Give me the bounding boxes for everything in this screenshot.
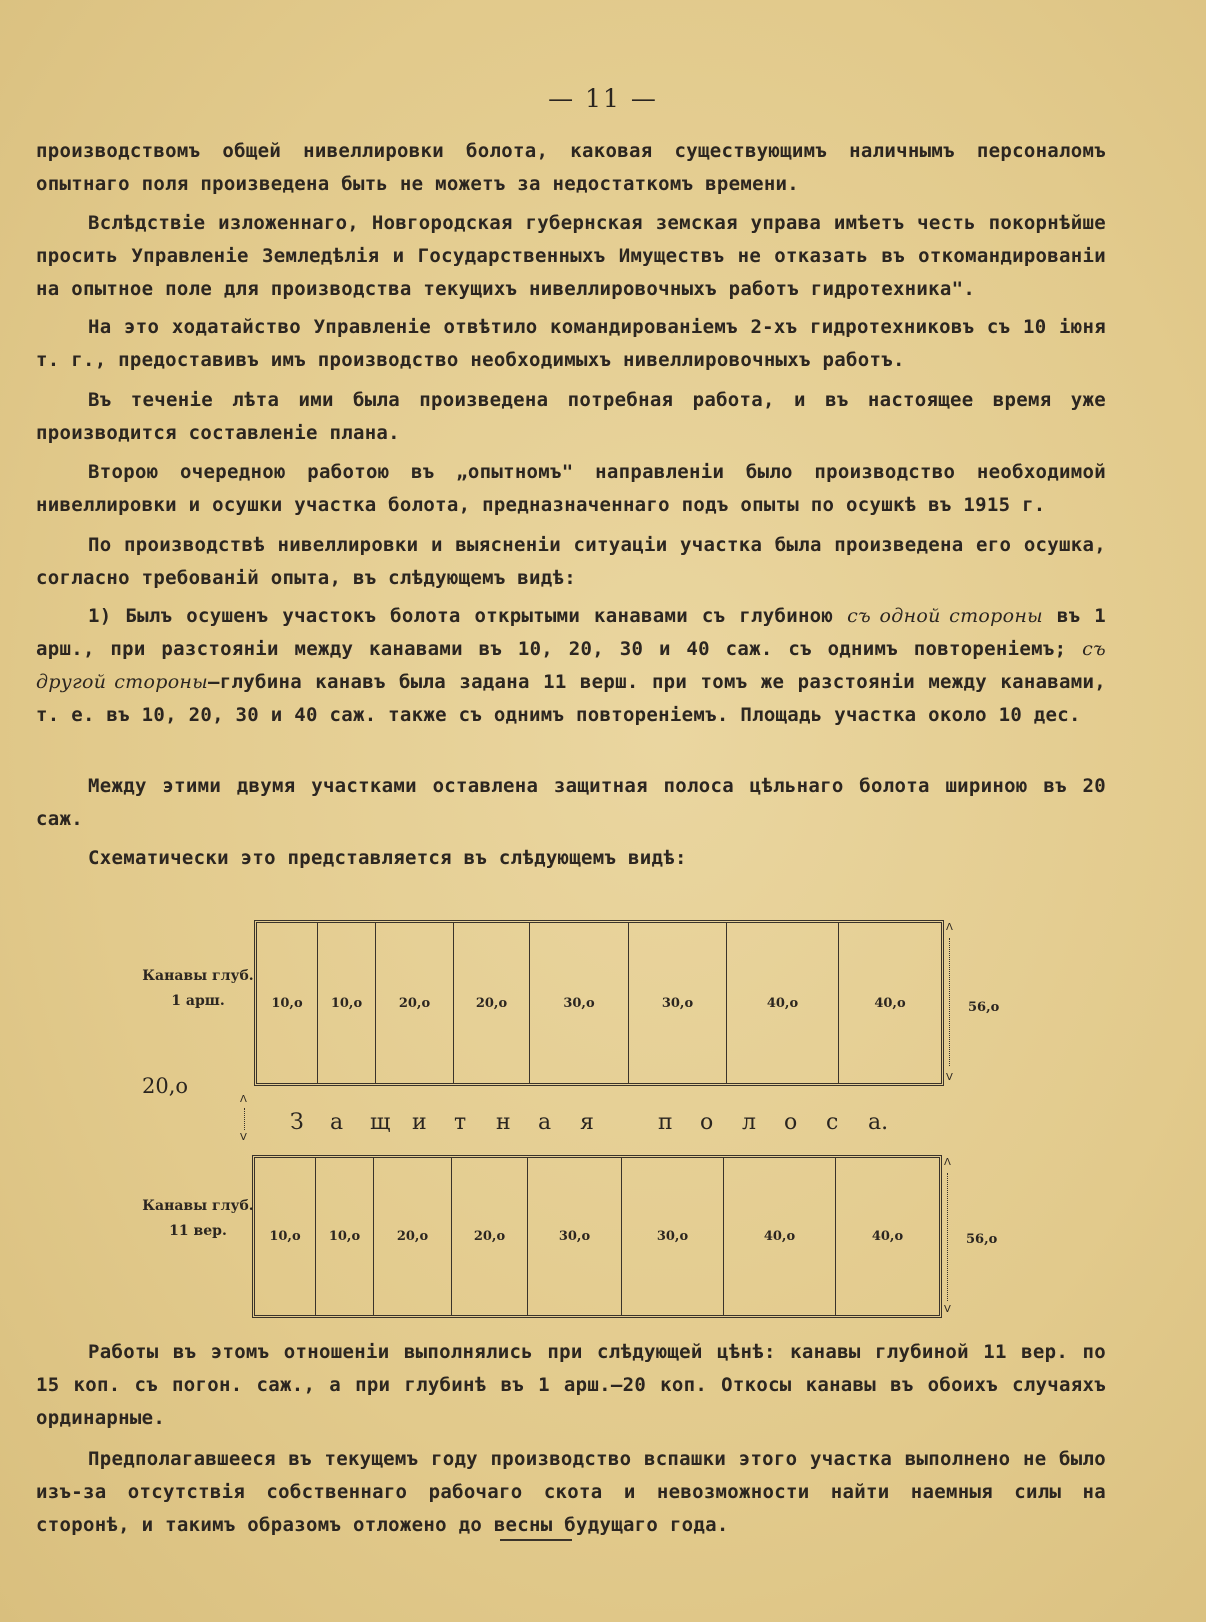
paragraph-2: Вслѣдствіе изложеннаго, Новгородская губернская земская управа имѣетъ честь покорнѣйше просить Управленіе Земледѣлія и Государственныхъ Имуществъ не отказать въ откомандированіи на опытное поле для производства текущихъ нивеллировочныхъ работъ гидротехника". [36, 212, 1106, 300]
zone-letter: н [496, 1110, 511, 1135]
upper-cell: 40,о [874, 995, 906, 1011]
zone-letter: и [412, 1110, 427, 1135]
upper-ditch-label-line2: 1 арш. [171, 993, 225, 1009]
lower-arrow-down: V [944, 1304, 951, 1315]
paragraph-5: Второю очередною работою въ „опытномъ" направленіи было производство необходимой нивеллировки и осушки участка болота, предназначеннаго подъ опыты по осушкѣ въ 1915 г. [36, 461, 1106, 516]
upper-arrow-down: V [946, 1072, 953, 1083]
upper-cell: 10,о [257, 923, 318, 1083]
upper-arrow-up: Λ [946, 922, 953, 933]
zone-letter: л [742, 1110, 756, 1135]
lower-ditch-label [138, 1196, 258, 1246]
zone-letter: а [538, 1110, 552, 1135]
paragraph-7 [36, 600, 1106, 732]
paragraph-4: Въ теченіе лѣта ими была произведена потребная работа, и въ настоящее время уже производится составленіе плана. [36, 389, 1106, 444]
zone-width: 20,о [142, 1074, 189, 1098]
lower-cell: 30,о [622, 1158, 724, 1315]
zone-dimension-line [244, 1108, 246, 1130]
lower-cell: 10,о [255, 1158, 316, 1315]
page-number: — 11 — [548, 84, 658, 113]
zone-letter: щ [370, 1110, 391, 1135]
lower-side-value: 56,о [966, 1232, 998, 1247]
lower-cell: 40,о [724, 1158, 836, 1315]
paragraph-7-italic-a: съ одной стороны [847, 605, 1043, 627]
zone-arrow-up: Λ [240, 1094, 247, 1105]
protective-zone-label [290, 1110, 908, 1135]
zone-arrow-down: V [240, 1132, 247, 1143]
upper-cell: 40,о [727, 923, 839, 1083]
paragraph-10: Работы въ этомъ отношеніи выполнялись при слѣдующей цѣнѣ: канавы глубиной 11 вер. по 15 коп. съ погон. саж., а при глубинѣ въ 1 арш.—20 коп. Откосы канавы въ обоихъ случаяхъ ординарные. [36, 1341, 1106, 1429]
zone-letter: о [700, 1110, 714, 1135]
upper-cell: 10,о [318, 923, 376, 1083]
paragraph-7-part-c: въ 1 арш., при разстояніи между канавами въ 10, 20, 30 и 40 саж. съ однимъ повтореніемъ; [36, 605, 1107, 660]
upper-ditch-label-line1: Канавы глуб. [142, 968, 254, 984]
zone-letter: я [580, 1110, 594, 1135]
lower-ditch-label-line2: 11 вер. [169, 1223, 227, 1239]
zone-letter: п [658, 1110, 673, 1135]
lower-cell: 30,о [528, 1158, 622, 1315]
upper-dimension-line [949, 938, 951, 1066]
upper-ditch-grid [254, 920, 944, 1086]
lower-dimension-line [947, 1173, 949, 1301]
paragraph-9: Схематически это представляется въ слѣдующемъ видѣ: [88, 847, 687, 869]
paragraph-7-part-a: 1) Былъ осушенъ участокъ болота открытыми канавами съ глубиною [88, 605, 848, 627]
paragraph-8: Между этими двумя участками оставлена защитная полоса цѣльнаго болота шириною въ 20 саж. [36, 775, 1106, 830]
paragraph-6: По производствѣ нивеллировки и выясненіи ситуаціи участка была произведена его осушка, согласно требованій опыта, въ слѣдующемъ видѣ: [36, 534, 1106, 589]
lower-cell: 10,о [316, 1158, 374, 1315]
zone-letter: а [330, 1110, 344, 1135]
lower-arrow-up: Λ [944, 1157, 951, 1168]
upper-cell: 30,о [530, 923, 629, 1083]
paragraph-7-part-e: —глубина канавъ была задана 11 верш. при томъ же разстояніи между канавами, т. е. въ 10, 20, 30 и 40 саж. также съ однимъ повтореніемъ. Площадь участка около 10 дес. [36, 671, 1106, 726]
zone-letter: с [826, 1110, 839, 1135]
upper-ditch-label [138, 966, 258, 1016]
zone-letter: т [454, 1110, 467, 1135]
lower-cell: 40,о [871, 1229, 904, 1244]
lower-ditch-label-line1: Канавы глуб. [142, 1198, 254, 1214]
lower-cell: 20,о [374, 1158, 452, 1315]
lower-cell: 20,о [452, 1158, 528, 1315]
paragraph-11: Предполагавшееся въ текущемъ году производство вспашки этого участка выполнено не было изъ-за отсутствія собственнаго рабочаго скота и невозможности найти наемныя силы на сторонѣ, и такимъ образомъ отложено до весны будущаго года. [36, 1448, 1106, 1536]
lower-ditch-grid [252, 1155, 942, 1318]
end-rule [500, 1539, 572, 1541]
upper-cell: 20,о [454, 923, 530, 1083]
paragraph-3: На это ходатайство Управленіе отвѣтило командированіемъ 2-хъ гидротехниковъ съ 10 іюня т. г., предоставивъ имъ производство необходимыхъ нивеллировочныхъ работъ. [36, 316, 1106, 371]
upper-cell: 30,о [629, 923, 727, 1083]
zone-letter: а. [868, 1110, 889, 1135]
paragraph-1: производствомъ общей нивеллировки болота, каковая существующимъ наличнымъ персоналомъ опытнаго поля произведена быть не можетъ за недостаткомъ времени. [36, 140, 1106, 195]
paragraph-7-italic-b: съ другой стороны [36, 638, 1106, 693]
upper-cell: 20,о [376, 923, 454, 1083]
upper-side-value: 56,о [968, 1000, 1000, 1015]
zone-letter: З [290, 1110, 304, 1135]
zone-letter: о [784, 1110, 798, 1135]
